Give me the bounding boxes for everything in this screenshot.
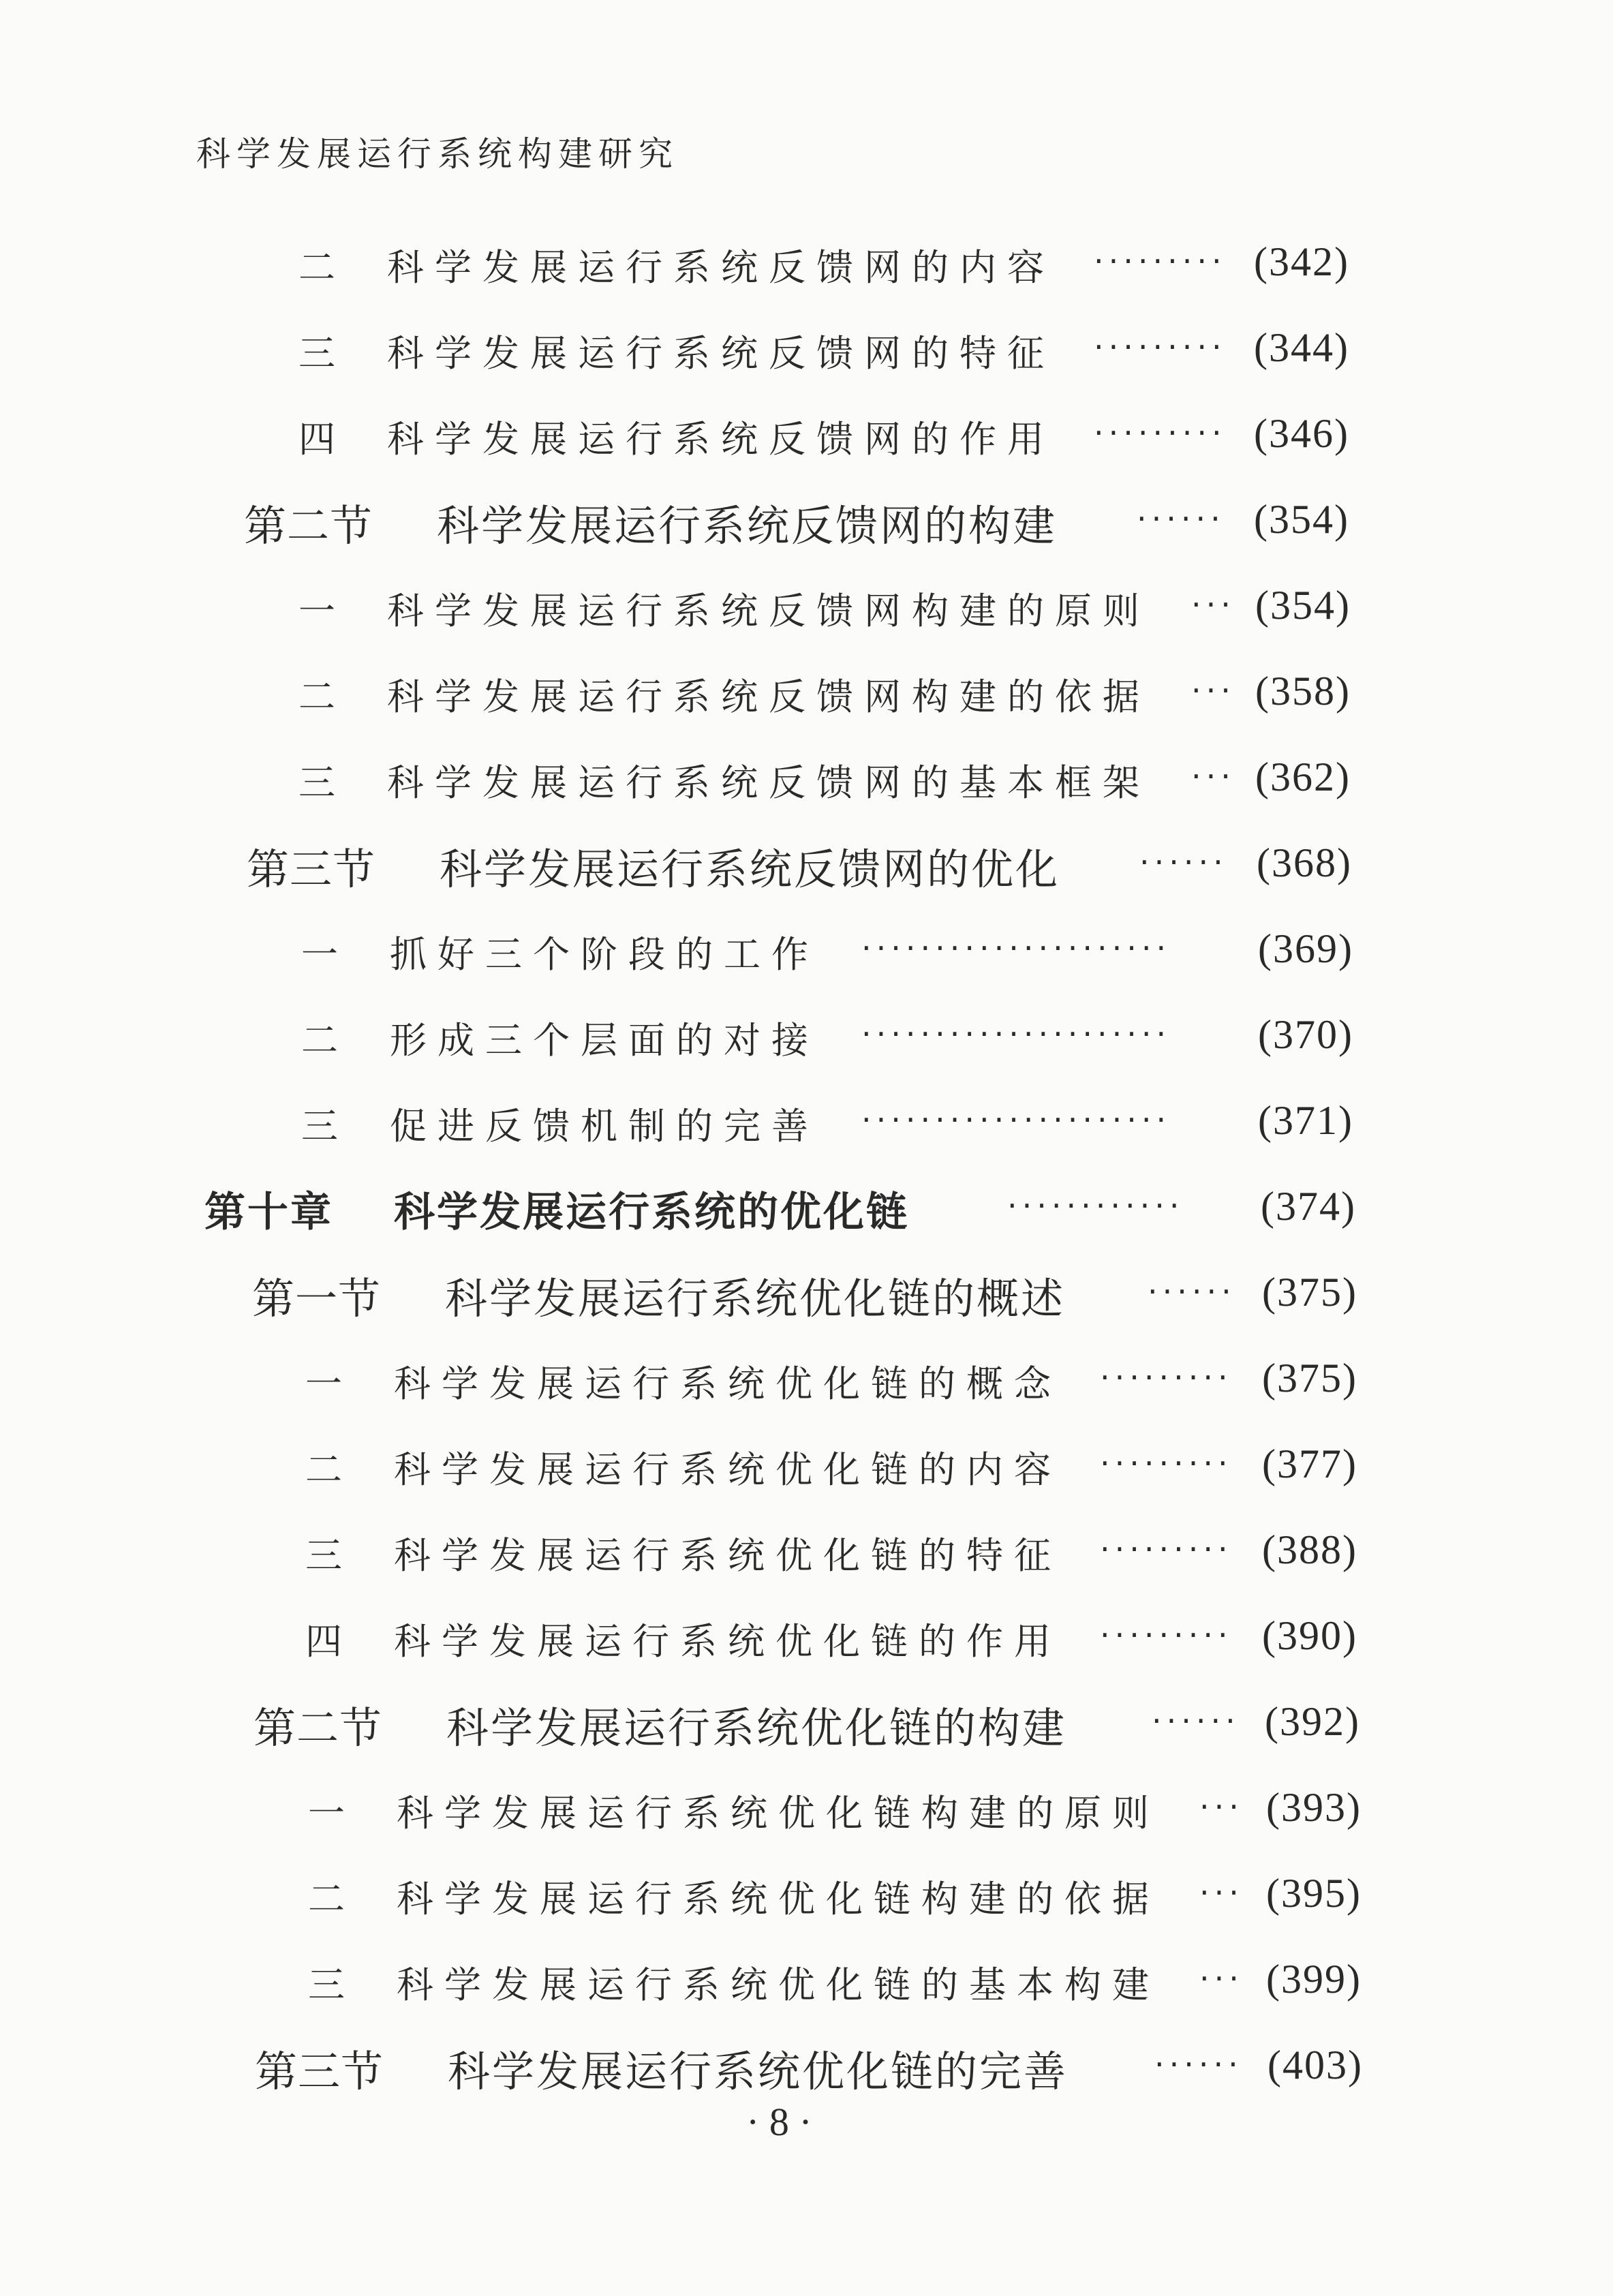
toc-entry-number: 一	[298, 589, 335, 632]
toc-entry-number: 二	[308, 1877, 345, 1920]
toc-leader-dots: ······	[1137, 500, 1225, 537]
toc-entry-title: 科学发展运行系统优化链的内容	[394, 1448, 1062, 1491]
toc-leader-dots: ······	[1148, 1273, 1236, 1310]
toc-page-number[interactable]: (393)	[1266, 1785, 1362, 1830]
toc-leader-dots: ·····················	[861, 930, 1171, 966]
toc-entry[interactable]	[305, 1353, 1062, 1408]
toc-entry-number: 二	[298, 245, 335, 289]
toc-entry-number: 三	[298, 761, 335, 804]
toc-entry[interactable]	[301, 1010, 819, 1065]
toc-entry-title: 科学发展运行系统反馈网构建的依据	[387, 675, 1150, 718]
toc-section-title: 科学发展运行系统优化链的构建	[446, 1702, 1067, 1753]
toc-entry[interactable]	[298, 581, 1150, 635]
toc-entry[interactable]	[301, 924, 819, 979]
toc-entry-number: 四	[305, 1619, 342, 1663]
toc-entry-title: 科学发展运行系统优化链构建的依据	[397, 1877, 1160, 1920]
toc-entry-number: 三	[298, 331, 335, 375]
toc-entry[interactable]	[301, 1096, 819, 1150]
toc-page-number[interactable]: (388)	[1262, 1527, 1357, 1572]
toc-page-number[interactable]: (375)	[1262, 1270, 1357, 1315]
toc-section-number: 第一节	[252, 1273, 382, 1323]
toc-entry-title: 科学发展运行系统反馈网的作用	[387, 417, 1055, 461]
toc-page-number[interactable]: (354)	[1255, 583, 1351, 628]
toc-entry[interactable]	[298, 323, 1055, 378]
toc-entry-title: 科学发展运行系统优化链的特征	[394, 1533, 1062, 1577]
running-header: 科学发展运行系统构建研究	[196, 134, 679, 174]
toc-page-number[interactable]: (399)	[1266, 1957, 1362, 2002]
toc-section-entry[interactable]	[255, 2040, 1068, 2095]
toc-entry-number: 三	[305, 1533, 342, 1577]
toc-entry-number: 二	[301, 1018, 338, 1062]
toc-section-title: 科学发展运行系统反馈网的构建	[437, 500, 1058, 551]
toc-leader-dots: ·····················	[861, 1015, 1171, 1052]
toc-entry[interactable]	[298, 752, 1150, 807]
toc-section-title: 科学发展运行系统优化链的完善	[448, 2046, 1069, 2096]
toc-page-number[interactable]: (354)	[1254, 497, 1349, 542]
toc-page-number[interactable]: (346)	[1254, 411, 1349, 456]
toc-page-number[interactable]: (342)	[1254, 239, 1349, 284]
toc-page-number[interactable]: (369)	[1258, 926, 1353, 971]
toc-leader-dots: ·········	[1094, 414, 1227, 451]
toc-page-number[interactable]: (344)	[1254, 325, 1349, 370]
toc-page-number[interactable]: (370)	[1258, 1012, 1353, 1057]
toc-section-number: 第三节	[247, 844, 376, 894]
toc-page-number[interactable]: (362)	[1255, 754, 1351, 799]
toc-leader-dots: ······	[1154, 2046, 1243, 2083]
toc-entry-title: 科学发展运行系统反馈网的基本框架	[387, 761, 1150, 804]
toc-leader-dots: ············	[1007, 1187, 1184, 1224]
toc-entry[interactable]	[308, 1869, 1160, 1923]
toc-entry[interactable]	[298, 237, 1055, 292]
toc-entry[interactable]	[305, 1439, 1062, 1494]
toc-page-number[interactable]: (368)	[1257, 840, 1352, 885]
toc-entry-title: 形成三个层面的对接	[390, 1018, 819, 1062]
toc-chapter-title: 科学发展运行系统的优化链	[394, 1189, 909, 1236]
toc-entry-title: 促进反馈机制的完善	[390, 1104, 819, 1148]
toc-section-title: 科学发展运行系统优化链的概述	[445, 1273, 1066, 1323]
toc-leader-dots: ·········	[1100, 1617, 1233, 1653]
toc-leader-dots: ······	[1139, 844, 1228, 881]
toc-entry-title: 科学发展运行系统优化链的作用	[394, 1619, 1062, 1663]
toc-entry[interactable]	[298, 667, 1150, 721]
toc-entry-number: 二	[298, 675, 335, 718]
toc-page-number[interactable]: (392)	[1265, 1699, 1360, 1744]
toc-section-entry[interactable]	[247, 838, 1060, 893]
toc-entry[interactable]	[308, 1955, 1160, 2009]
toc-page-number[interactable]: (377)	[1262, 1441, 1357, 1486]
toc-page-number[interactable]: (390)	[1262, 1613, 1357, 1658]
toc-page-number[interactable]: (374)	[1261, 1184, 1356, 1229]
toc-leader-dots: ···	[1191, 672, 1235, 709]
toc-entry-title: 抓好三个阶段的工作	[390, 932, 819, 976]
toc-chapter-entry[interactable]	[204, 1182, 909, 1236]
toc-entry-title: 科学发展运行系统优化链的概念	[394, 1362, 1062, 1405]
toc-page-number[interactable]: (403)	[1268, 2042, 1363, 2087]
toc-leader-dots: ···	[1199, 1874, 1244, 1911]
toc-leader-dots: ·········	[1100, 1531, 1233, 1567]
toc-leader-dots: ·········	[1094, 328, 1227, 365]
toc-entry-number: 三	[301, 1104, 338, 1148]
toc-entry-number: 一	[305, 1362, 342, 1405]
toc-entry-number: 四	[298, 417, 335, 461]
toc-entry-title: 科学发展运行系统反馈网的内容	[387, 245, 1055, 289]
toc-entry[interactable]	[298, 409, 1055, 463]
toc-section-number: 第二节	[254, 1702, 383, 1753]
toc-entry-title: 科学发展运行系统反馈网的特征	[387, 331, 1055, 375]
toc-section-entry[interactable]	[254, 1697, 1066, 1751]
toc-entry-title: 科学发展运行系统反馈网构建的原则	[387, 589, 1150, 632]
page-number-footer: · 8 ·	[746, 2100, 812, 2144]
toc-entry[interactable]	[305, 1525, 1062, 1580]
toc-entry-title: 科学发展运行系统优化链的基本构建	[397, 1963, 1160, 2006]
toc-section-number: 第二节	[244, 500, 373, 551]
toc-leader-dots: ···	[1199, 1960, 1244, 1997]
toc-section-entry[interactable]	[244, 495, 1057, 549]
toc-page-number[interactable]: (358)	[1255, 669, 1351, 714]
toc-page-number[interactable]: (371)	[1258, 1098, 1353, 1143]
toc-entry-number: 一	[308, 1791, 345, 1835]
toc-leader-dots: ···	[1191, 758, 1235, 795]
toc-leader-dots: ···	[1191, 586, 1235, 623]
toc-leader-dots: ·········	[1100, 1359, 1233, 1396]
toc-leader-dots: ···	[1199, 1788, 1244, 1825]
toc-entry-number: 二	[305, 1448, 342, 1491]
toc-entry[interactable]	[308, 1783, 1160, 1837]
toc-section-number: 第三节	[255, 2046, 384, 2096]
toc-leader-dots: ·········	[1094, 243, 1227, 279]
toc-entry-number: 三	[308, 1963, 345, 2006]
toc-page-number[interactable]: (375)	[1262, 1356, 1357, 1400]
toc-section-title: 科学发展运行系统反馈网的优化	[440, 844, 1060, 894]
toc-leader-dots: ······	[1152, 1702, 1240, 1739]
toc-page-number[interactable]: (395)	[1266, 1871, 1362, 1916]
toc-entry-title: 科学发展运行系统优化链构建的原则	[397, 1791, 1160, 1835]
toc-section-entry[interactable]	[252, 1268, 1065, 1322]
toc-entry[interactable]	[305, 1611, 1062, 1666]
toc-chapter-number: 第十章	[204, 1189, 333, 1236]
toc-leader-dots: ·········	[1100, 1445, 1233, 1482]
toc-entry-number: 一	[301, 932, 338, 976]
toc-leader-dots: ·····················	[861, 1101, 1171, 1138]
